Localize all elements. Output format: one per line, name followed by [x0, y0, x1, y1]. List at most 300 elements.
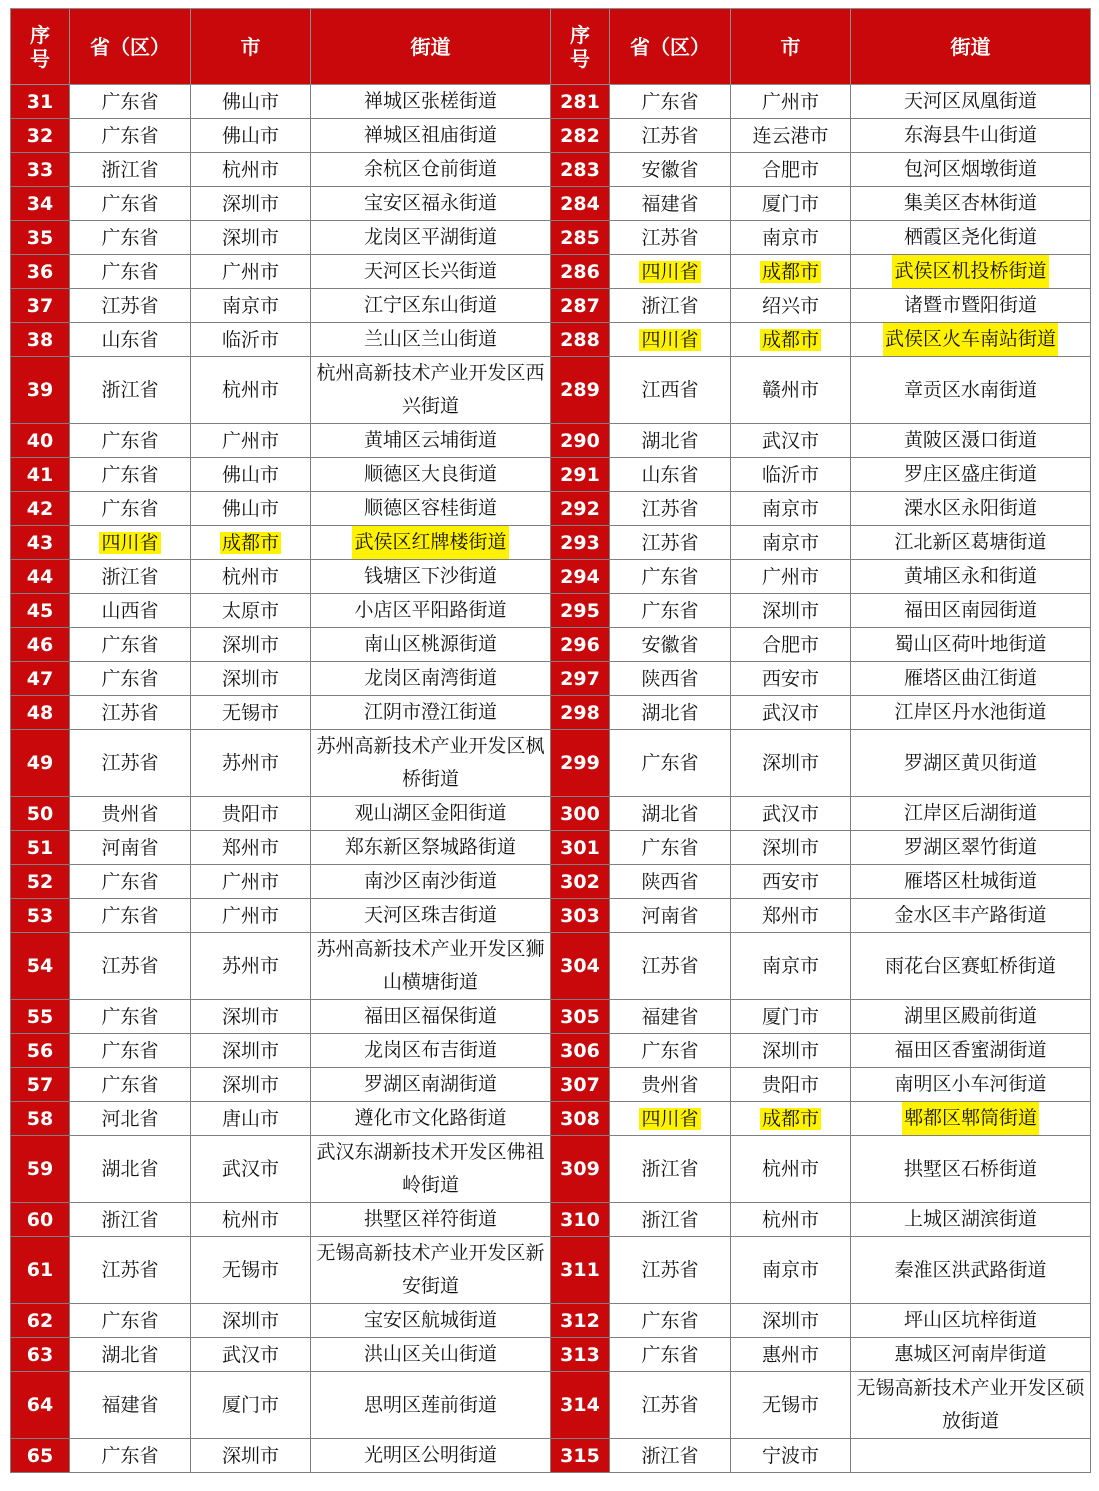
cell-province-left — [70, 119, 191, 153]
table-row — [11, 662, 1091, 696]
cell-city-right — [731, 323, 851, 357]
no-text: 308 — [560, 1107, 600, 1130]
cell-province-left — [70, 492, 191, 526]
cell-street-left — [311, 1203, 551, 1237]
no-text: 286 — [560, 260, 600, 283]
province-text: 广东省 — [101, 124, 159, 147]
street-text: 罗湖区翠竹街道 — [903, 836, 1037, 858]
street-list-sheet — [10, 8, 1090, 1473]
cell-province-right — [610, 1237, 731, 1304]
cell-street-left — [311, 933, 551, 1000]
no-text: 48 — [26, 701, 54, 724]
cell-street-right — [851, 221, 1091, 255]
city-text: 佛山市 — [221, 497, 279, 520]
cell-province-left — [70, 831, 191, 865]
cell-no-right — [551, 1203, 610, 1237]
cell-no-left — [11, 1338, 70, 1372]
cell-city-right — [731, 696, 851, 730]
cell-no-left — [11, 899, 70, 933]
header-no-right: 序号 — [551, 9, 610, 85]
province-text: 江苏省 — [641, 1259, 699, 1281]
cell-no-left — [11, 85, 70, 119]
header-province-left: 省（区） — [70, 9, 191, 85]
no-text: 61 — [26, 1259, 54, 1281]
cell-city-left — [191, 1203, 311, 1237]
cell-no-left — [11, 1136, 70, 1203]
street-text: 黄埔区永和街道 — [903, 565, 1037, 587]
cell-street-left — [311, 1338, 551, 1372]
no-text: 282 — [560, 124, 600, 147]
cell-city-left — [191, 1102, 311, 1136]
cell-province-left — [70, 1304, 191, 1338]
city-text: 广州市 — [761, 90, 819, 113]
cell-province-right — [610, 1102, 731, 1136]
city-text: 赣州市 — [761, 379, 819, 401]
cell-street-right — [851, 1068, 1091, 1102]
cell-no-left — [11, 1203, 70, 1237]
cell-no-right — [551, 696, 610, 730]
street-text: 禅城区张槎街道 — [363, 90, 497, 112]
cell-no-left — [11, 865, 70, 899]
street-text: 宝安区航城街道 — [363, 1309, 497, 1331]
cell-no-right — [551, 458, 610, 492]
province-text: 浙江省 — [641, 1208, 699, 1231]
cell-city-left — [191, 1372, 311, 1439]
table-row — [11, 933, 1091, 1000]
street-text: 洪山区关山街道 — [363, 1343, 497, 1365]
cell-no-left — [11, 492, 70, 526]
table-row — [11, 1372, 1091, 1439]
cell-street-left — [311, 696, 551, 730]
province-text: 广东省 — [101, 192, 159, 215]
no-text: 34 — [26, 192, 54, 215]
cell-city-left — [191, 628, 311, 662]
city-text: 成都市 — [221, 531, 279, 554]
table-row — [11, 560, 1091, 594]
cell-street-left — [311, 119, 551, 153]
no-text: 39 — [26, 379, 54, 401]
cell-street-right — [851, 1372, 1091, 1439]
cell-no-right — [551, 1338, 610, 1372]
city-text: 无锡市 — [221, 1259, 279, 1281]
city-text: 宁波市 — [761, 1444, 819, 1467]
cell-province-right — [610, 1068, 731, 1102]
cell-no-right — [551, 492, 610, 526]
city-text: 成都市 — [761, 260, 819, 283]
cell-street-left — [311, 424, 551, 458]
cell-city-left — [191, 865, 311, 899]
cell-province-right — [610, 933, 731, 1000]
cell-province-left — [70, 899, 191, 933]
city-text: 武汉市 — [761, 429, 819, 452]
cell-province-right — [610, 323, 731, 357]
street-text: 秦淮区洪武路街道 — [894, 1258, 1047, 1281]
province-text: 广东省 — [101, 1005, 159, 1028]
header-no-left: 序号 — [11, 9, 70, 85]
cell-province-left — [70, 696, 191, 730]
cell-province-right — [610, 492, 731, 526]
cell-city-left — [191, 289, 311, 323]
no-text: 284 — [560, 192, 600, 215]
cell-city-left — [191, 1068, 311, 1102]
province-text: 江西省 — [641, 379, 699, 401]
cell-city-right — [731, 1439, 851, 1473]
cell-city-left — [191, 730, 311, 797]
cell-city-right — [731, 255, 851, 289]
table-row — [11, 1102, 1091, 1136]
street-text: 拱墅区石桥街道 — [903, 1157, 1037, 1180]
cell-no-left — [11, 1237, 70, 1304]
cell-province-left — [70, 1136, 191, 1203]
cell-city-left — [191, 1237, 311, 1304]
cell-no-right — [551, 797, 610, 831]
cell-no-right — [551, 255, 610, 289]
province-text: 广东省 — [101, 429, 159, 452]
cell-street-right — [851, 458, 1091, 492]
cell-city-left — [191, 1136, 311, 1203]
cell-street-right — [851, 1136, 1091, 1203]
street-text: 雁塔区曲江街道 — [903, 667, 1037, 689]
no-text: 36 — [26, 260, 54, 283]
cell-street-left — [311, 357, 551, 424]
province-text: 湖北省 — [101, 1158, 159, 1180]
province-text: 广东省 — [101, 633, 159, 656]
cell-street-right — [851, 865, 1091, 899]
city-text: 太原市 — [221, 599, 279, 622]
no-text: 58 — [26, 1107, 54, 1130]
city-text: 西安市 — [761, 667, 819, 690]
cell-province-left — [70, 865, 191, 899]
cell-city-right — [731, 899, 851, 933]
street-text: 南明区小车河街道 — [894, 1073, 1047, 1095]
table-row — [11, 1000, 1091, 1034]
cell-city-left — [191, 1304, 311, 1338]
city-text: 武汉市 — [761, 701, 819, 724]
cell-no-right — [551, 1439, 610, 1473]
city-text: 临沂市 — [761, 463, 819, 486]
city-text: 绍兴市 — [761, 294, 819, 317]
city-text: 佛山市 — [221, 463, 279, 486]
cell-street-left — [311, 255, 551, 289]
province-text: 河南省 — [641, 904, 699, 927]
no-text: 283 — [560, 158, 600, 181]
cell-no-right — [551, 1304, 610, 1338]
cell-city-left — [191, 424, 311, 458]
cell-no-left — [11, 424, 70, 458]
cell-street-left — [311, 797, 551, 831]
cell-province-right — [610, 628, 731, 662]
city-text: 西安市 — [761, 870, 819, 893]
city-text: 成都市 — [761, 328, 819, 351]
province-text: 四川省 — [641, 260, 699, 283]
cell-province-left — [70, 730, 191, 797]
street-text: 武汉东湖新技术开发区佛祖岭街道 — [316, 1141, 545, 1196]
city-text: 深圳市 — [221, 633, 279, 656]
cell-city-left — [191, 357, 311, 424]
province-text: 江苏省 — [641, 226, 699, 249]
street-text: 天河区长兴街道 — [363, 260, 497, 282]
province-text: 浙江省 — [641, 1444, 699, 1467]
cell-city-right — [731, 730, 851, 797]
table-row — [11, 526, 1091, 560]
street-text: 杭州高新技术产业开发区西兴街道 — [316, 362, 545, 417]
no-text: 295 — [560, 599, 600, 622]
cell-province-left — [70, 1338, 191, 1372]
street-text: 雁塔区杜城街道 — [903, 870, 1037, 892]
cell-no-right — [551, 1102, 610, 1136]
no-text: 297 — [560, 667, 600, 690]
city-text: 苏州市 — [221, 955, 279, 977]
cell-city-left — [191, 85, 311, 119]
cell-province-right — [610, 1203, 731, 1237]
province-text: 福建省 — [641, 192, 699, 215]
city-text: 南京市 — [761, 955, 819, 977]
street-text: 黄埔区云埔街道 — [363, 429, 497, 451]
no-text: 309 — [560, 1158, 600, 1180]
cell-province-right — [610, 153, 731, 187]
cell-street-left — [311, 662, 551, 696]
street-text: 龙岗区南湾街道 — [363, 667, 497, 689]
cell-city-right — [731, 526, 851, 560]
province-text: 广东省 — [101, 226, 159, 249]
cell-province-left — [70, 187, 191, 221]
cell-street-left — [311, 1102, 551, 1136]
street-text: 福田区福保街道 — [363, 1005, 497, 1027]
cell-street-left — [311, 1372, 551, 1439]
cell-city-right — [731, 1237, 851, 1304]
cell-city-right — [731, 492, 851, 526]
cell-city-left — [191, 899, 311, 933]
cell-no-right — [551, 289, 610, 323]
province-text: 广东省 — [641, 752, 699, 774]
cell-province-right — [610, 1338, 731, 1372]
no-text: 35 — [26, 226, 54, 249]
province-text: 广东省 — [641, 565, 699, 588]
cell-city-left — [191, 458, 311, 492]
cell-province-left — [70, 526, 191, 560]
cell-city-left — [191, 797, 311, 831]
table-row — [11, 323, 1091, 357]
table-row — [11, 153, 1091, 187]
street-text: 福田区南园街道 — [903, 599, 1037, 621]
cell-city-right — [731, 1068, 851, 1102]
no-text: 50 — [26, 802, 54, 825]
cell-city-right — [731, 560, 851, 594]
city-text: 杭州市 — [221, 379, 279, 401]
street-text: 江岸区后湖街道 — [903, 802, 1037, 824]
cell-no-right — [551, 187, 610, 221]
no-text: 62 — [26, 1309, 54, 1332]
cell-street-left — [311, 221, 551, 255]
cell-province-left — [70, 1102, 191, 1136]
cell-city-right — [731, 357, 851, 424]
province-text: 湖北省 — [641, 802, 699, 825]
table-row — [11, 1136, 1091, 1203]
no-text: 32 — [26, 124, 54, 147]
cell-province-left — [70, 797, 191, 831]
header-city-right: 市 — [731, 9, 851, 85]
cell-no-left — [11, 187, 70, 221]
cell-province-left — [70, 85, 191, 119]
street-text: 集美区杏林街道 — [903, 192, 1037, 214]
no-text: 305 — [560, 1005, 600, 1028]
cell-street-left — [311, 1000, 551, 1034]
street-text: 武侯区机投桥街道 — [892, 255, 1048, 288]
cell-no-left — [11, 1304, 70, 1338]
cell-street-right — [851, 560, 1091, 594]
cell-city-right — [731, 1102, 851, 1136]
no-text: 40 — [26, 429, 54, 452]
street-table — [10, 8, 1091, 1473]
province-text: 浙江省 — [101, 1208, 159, 1231]
cell-city-right — [731, 1372, 851, 1439]
cell-no-left — [11, 628, 70, 662]
cell-no-left — [11, 594, 70, 628]
cell-city-left — [191, 526, 311, 560]
street-text: 郑东新区祭城路街道 — [344, 836, 516, 858]
cell-city-left — [191, 323, 311, 357]
province-text: 河北省 — [101, 1107, 159, 1130]
table-row — [11, 1439, 1091, 1473]
cell-street-left — [311, 899, 551, 933]
province-text: 广东省 — [101, 1039, 159, 1062]
street-text: 无锡高新技术产业开发区硕放街道 — [856, 1377, 1085, 1432]
cell-no-right — [551, 865, 610, 899]
cell-street-left — [311, 1068, 551, 1102]
cell-city-right — [731, 221, 851, 255]
cell-province-left — [70, 560, 191, 594]
cell-city-right — [731, 1034, 851, 1068]
no-text: 63 — [26, 1343, 54, 1366]
cell-province-left — [70, 221, 191, 255]
street-text: 南山区桃源街道 — [363, 633, 497, 655]
no-text: 49 — [26, 752, 54, 774]
header-street-left: 街道 — [311, 9, 551, 85]
cell-province-right — [610, 221, 731, 255]
city-text: 广州市 — [221, 260, 279, 283]
cell-city-right — [731, 1338, 851, 1372]
cell-province-right — [610, 85, 731, 119]
cell-province-left — [70, 933, 191, 1000]
street-text: 福田区香蜜湖街道 — [894, 1039, 1047, 1061]
cell-no-right — [551, 730, 610, 797]
no-text: 302 — [560, 870, 600, 893]
cell-province-left — [70, 323, 191, 357]
province-text: 湖北省 — [101, 1343, 159, 1366]
cell-street-left — [311, 1439, 551, 1473]
city-text: 临沂市 — [221, 328, 279, 351]
table-row — [11, 492, 1091, 526]
cell-city-left — [191, 119, 311, 153]
no-text: 293 — [560, 531, 600, 554]
province-text: 浙江省 — [101, 379, 159, 401]
city-text: 郑州市 — [761, 904, 819, 927]
city-text: 郑州市 — [221, 836, 279, 859]
city-text: 杭州市 — [761, 1158, 819, 1180]
province-text: 广东省 — [101, 1073, 159, 1096]
cell-no-left — [11, 1068, 70, 1102]
cell-city-right — [731, 119, 851, 153]
province-text: 河南省 — [101, 836, 159, 859]
street-text: 拱墅区祥符街道 — [363, 1208, 497, 1230]
no-text: 285 — [560, 226, 600, 249]
table-row — [11, 1304, 1091, 1338]
city-text: 广州市 — [221, 904, 279, 927]
cell-city-left — [191, 1439, 311, 1473]
cell-city-right — [731, 1136, 851, 1203]
cell-province-left — [70, 1203, 191, 1237]
street-text: 顺德区大良街道 — [363, 463, 497, 485]
cell-city-left — [191, 831, 311, 865]
city-text: 杭州市 — [221, 1208, 279, 1231]
cell-city-right — [731, 933, 851, 1000]
city-text: 佛山市 — [221, 124, 279, 147]
cell-no-right — [551, 594, 610, 628]
street-text: 光明区公明街道 — [363, 1444, 497, 1466]
city-text: 厦门市 — [761, 1005, 819, 1028]
cell-street-left — [311, 1034, 551, 1068]
cell-street-right — [851, 289, 1091, 323]
cell-city-right — [731, 424, 851, 458]
cell-street-left — [311, 628, 551, 662]
cell-no-right — [551, 357, 610, 424]
no-text: 37 — [26, 294, 54, 317]
cell-province-right — [610, 1034, 731, 1068]
street-text: 无锡高新技术产业开发区新安街道 — [316, 1242, 545, 1297]
cell-street-right — [851, 899, 1091, 933]
cell-street-right — [851, 153, 1091, 187]
cell-province-right — [610, 357, 731, 424]
street-text: 诸暨市暨阳街道 — [903, 294, 1037, 316]
cell-city-right — [731, 458, 851, 492]
city-text: 唐山市 — [221, 1107, 279, 1130]
cell-no-left — [11, 526, 70, 560]
cell-street-right — [851, 492, 1091, 526]
no-text: 310 — [560, 1208, 600, 1231]
cell-no-left — [11, 1034, 70, 1068]
cell-street-right — [851, 628, 1091, 662]
province-text: 广东省 — [101, 870, 159, 893]
no-text: 303 — [560, 904, 600, 927]
no-text: 64 — [26, 1394, 54, 1416]
cell-city-left — [191, 221, 311, 255]
city-text: 佛山市 — [221, 90, 279, 113]
province-text: 四川省 — [101, 531, 159, 554]
table-row — [11, 85, 1091, 119]
city-text: 南京市 — [761, 531, 819, 554]
cell-city-left — [191, 560, 311, 594]
cell-street-left — [311, 1237, 551, 1304]
cell-street-left — [311, 187, 551, 221]
no-text: 306 — [560, 1039, 600, 1062]
province-text: 广东省 — [641, 1309, 699, 1332]
city-text: 武汉市 — [221, 1343, 279, 1366]
cell-province-left — [70, 594, 191, 628]
cell-city-right — [731, 1203, 851, 1237]
cell-no-left — [11, 1102, 70, 1136]
street-text: 章贡区水南街道 — [903, 378, 1037, 401]
cell-city-right — [731, 865, 851, 899]
cell-city-right — [731, 1000, 851, 1034]
cell-no-left — [11, 831, 70, 865]
cell-province-right — [610, 1304, 731, 1338]
cell-street-right — [851, 1102, 1091, 1136]
cell-no-right — [551, 662, 610, 696]
no-text: 45 — [26, 599, 54, 622]
cell-province-right — [610, 424, 731, 458]
cell-province-right — [610, 594, 731, 628]
cell-city-right — [731, 797, 851, 831]
